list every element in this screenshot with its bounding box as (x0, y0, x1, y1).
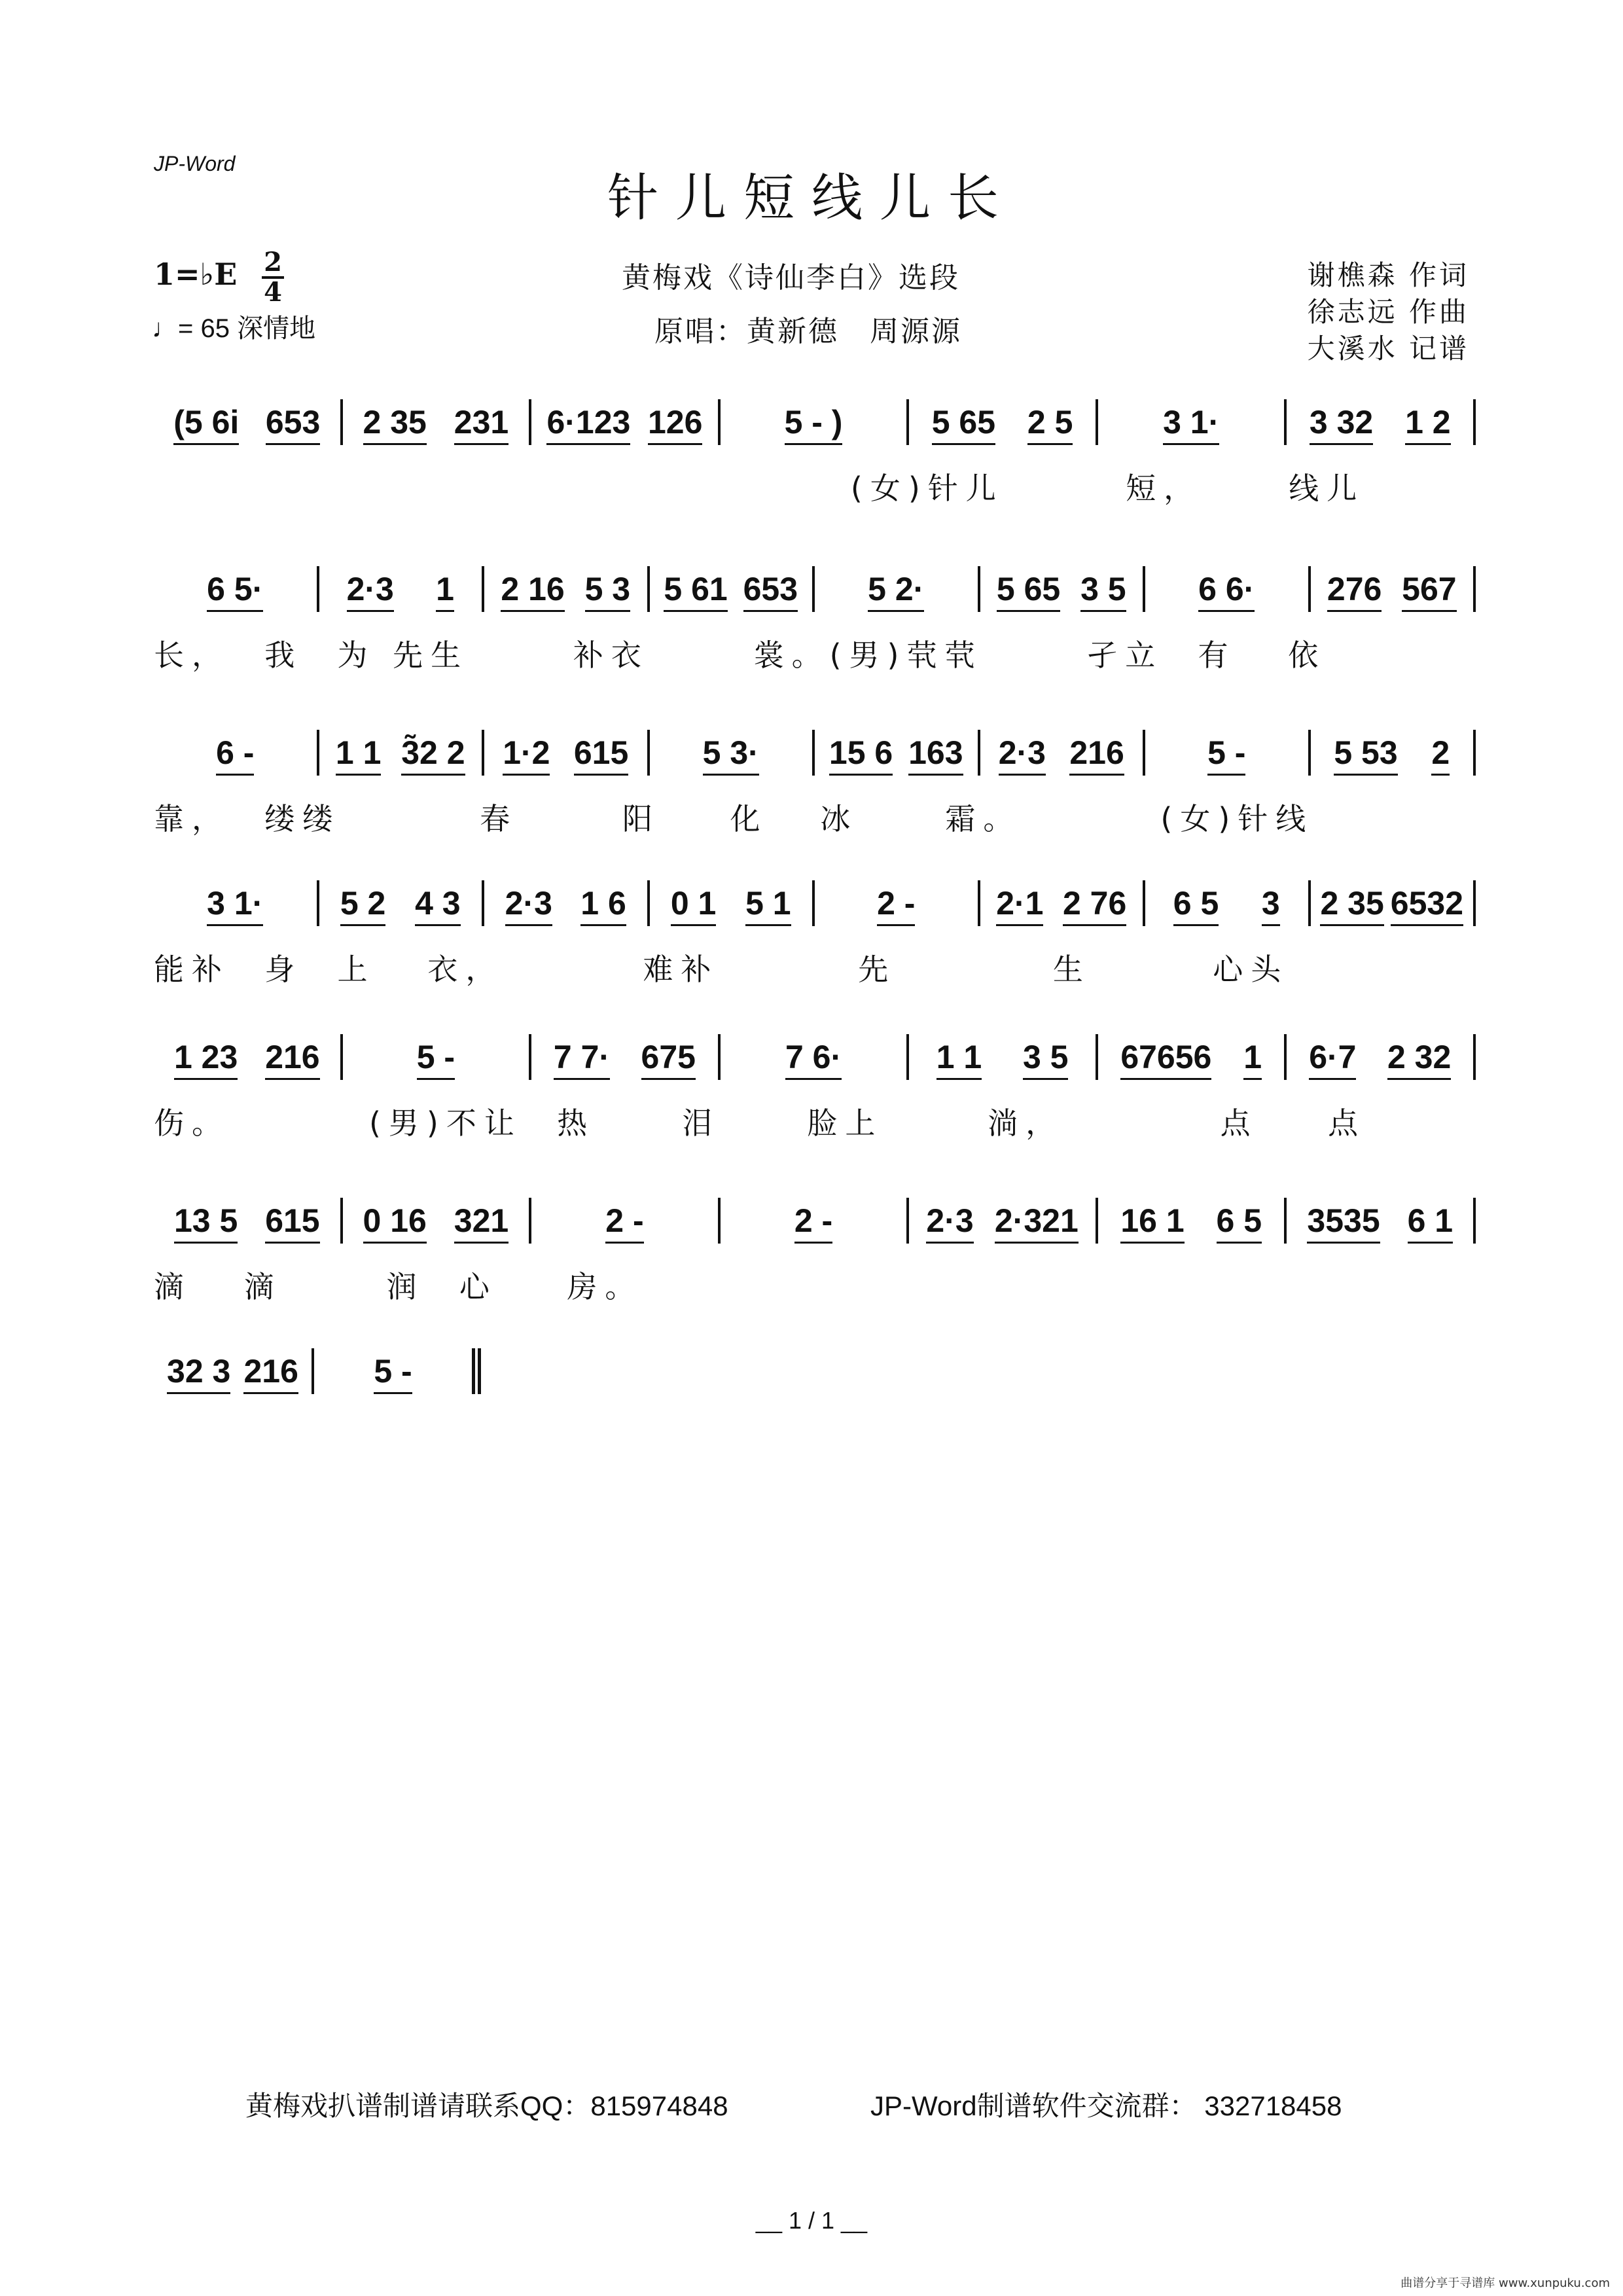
note-group: 2 - (605, 1202, 644, 1239)
measure (154, 730, 319, 776)
lyrics-line: 靠， 缕缕 春 阳 化 冰 霜。 (女)针线 (154, 801, 1314, 836)
measure (484, 730, 650, 776)
measure (343, 1198, 532, 1244)
note-group: 2 - (794, 1202, 833, 1239)
note-group: 216 (243, 1353, 298, 1390)
brand-label: JP-Word (154, 152, 236, 175)
note-group: 2·1 (996, 885, 1044, 922)
measure (721, 1034, 910, 1080)
note-group: 1 2 (1405, 404, 1451, 440)
note-group: 1 6 (580, 885, 626, 922)
measure (909, 399, 1098, 445)
measure (484, 566, 650, 612)
measure (1311, 566, 1476, 612)
measure (531, 1198, 721, 1244)
note-group: 675 (641, 1039, 696, 1075)
measure (1311, 880, 1476, 926)
credit-lyricist: 谢樵森 作词 (1307, 259, 1469, 291)
note-group: 16 1 (1120, 1202, 1185, 1239)
note-group: 1 (436, 571, 454, 607)
measure (909, 1034, 1098, 1080)
note-group: 3 (1261, 885, 1280, 922)
note-group: 321 (454, 1202, 509, 1239)
time-signature (262, 247, 284, 308)
note-group: 216 (265, 1039, 320, 1075)
original-singers: 原唱：黄新德 周源源 (654, 315, 962, 348)
measure (319, 880, 485, 926)
measure (815, 730, 980, 776)
measure (1287, 399, 1476, 445)
measure (154, 880, 319, 926)
note-group: 2 - (877, 885, 916, 922)
measure (980, 880, 1146, 926)
note-group: 163 (908, 734, 963, 771)
measure (319, 566, 485, 612)
measure (980, 566, 1146, 612)
measure (154, 1198, 343, 1244)
measure (1098, 1198, 1287, 1244)
note-group: 6·7 (1309, 1039, 1357, 1075)
note-group: 1·2 (503, 734, 550, 771)
credit-transcriber: 大溪水 记谱 (1307, 332, 1469, 365)
measure (154, 1348, 314, 1394)
note-group: 2 5 (1027, 404, 1073, 440)
note-group: 567 (1402, 571, 1457, 607)
note-group: 2·3 (346, 571, 394, 607)
measure (1145, 730, 1311, 776)
measure (650, 566, 815, 612)
measure (815, 880, 980, 926)
note-group: 15 6 (829, 734, 893, 771)
note-group: 6 6· (1198, 571, 1255, 607)
measure (1098, 399, 1287, 445)
lyrics-line: 长， 我 为 先生 补衣 裳。(男)茕茕 孑立 有 依 (154, 637, 1327, 673)
measure (1145, 880, 1311, 926)
time-signature-bottom: 4 (264, 277, 282, 308)
note-group: 2 (1431, 734, 1450, 771)
note-group: 615 (265, 1202, 320, 1239)
footer-group: JP-Word制谱软件交流群： 332718458 (870, 2090, 1342, 2121)
note-group: 5 - ) (784, 404, 843, 440)
note-group: 6 5 (1173, 885, 1219, 922)
measure (154, 1034, 343, 1080)
note-group: 6532 (1390, 885, 1464, 922)
tempo-marking: ♩= 65 深情地 (152, 314, 316, 343)
measure (650, 730, 815, 776)
note-group: 6 1 (1407, 1202, 1454, 1239)
note-group: 653 (743, 571, 798, 607)
measure (319, 730, 485, 776)
note-group: 2·3 (998, 734, 1046, 771)
page-title: 针儿短线儿长 (607, 169, 1016, 228)
note-group: 2 35 (363, 404, 427, 440)
note-group: 1 1 (335, 734, 382, 771)
watermark: 曲谱分享于寻谱库 www.xunpuku.com (1400, 2276, 1610, 2290)
note-group: 5 65 (996, 571, 1061, 607)
note-group: 1 1 (936, 1039, 982, 1075)
note-group: 5 2· (868, 571, 925, 607)
note-group: 3 5 (1080, 571, 1126, 607)
measure (909, 1198, 1098, 1244)
measure (650, 880, 815, 926)
note-group: 5 3· (702, 734, 759, 771)
measure (1311, 730, 1476, 776)
note-group: 3 1· (1163, 404, 1220, 440)
note-group: 2·3 (926, 1202, 974, 1239)
note-group: 2 32 (1387, 1039, 1452, 1075)
note-group: 3535 (1307, 1202, 1380, 1239)
measure (1145, 566, 1311, 612)
note-group: 5 65 (931, 404, 996, 440)
note-group: 5 61 (664, 571, 728, 607)
measure (721, 1198, 910, 1244)
page-number: __ 1 / 1 __ (755, 2207, 868, 2234)
note-group: 126 (647, 404, 703, 440)
note-group: 0 1 (670, 885, 717, 922)
note-group: (5 6i (173, 404, 240, 440)
measure (343, 399, 532, 445)
note-group: 13 5 (173, 1202, 238, 1239)
note-group: 1 (1243, 1039, 1262, 1075)
note-group: 4 3 (415, 885, 461, 922)
note-group: 2·321 (994, 1202, 1079, 1239)
note-group: 5 - (416, 1039, 455, 1075)
footer-contact: 黄梅戏扒谱制谱请联系QQ：815974848 (245, 2090, 728, 2121)
note-group: 7 6· (785, 1039, 842, 1075)
note-group: 216 (1069, 734, 1124, 771)
note-group: 2 16 (501, 571, 565, 607)
note-group: 615 (573, 734, 629, 771)
note-group: 3̃2 2 (401, 734, 465, 771)
note-group: 6 5 (1216, 1202, 1262, 1239)
note-group: 3 1· (207, 885, 264, 922)
subtitle: 黄梅戏《诗仙李白》选段 (622, 261, 960, 295)
measure (531, 1034, 721, 1080)
note-group: 6 5· (207, 571, 264, 607)
lyrics-line: 滴 滴 润 心 房。 (154, 1269, 643, 1304)
note-group: 653 (265, 404, 321, 440)
key-signature: 1=♭E (154, 257, 238, 292)
note-group: 5 3 (584, 571, 631, 607)
note-group: 3 32 (1309, 404, 1374, 440)
note-group: 3 5 (1022, 1039, 1069, 1075)
measure (314, 1348, 481, 1394)
note-group: 5 2 (340, 885, 386, 922)
note-group: 6 - (216, 734, 255, 771)
credit-composer: 徐志远 作曲 (1307, 296, 1469, 328)
note-group: 231 (454, 404, 509, 440)
time-signature-top: 2 (264, 247, 282, 278)
lyrics-line: 伤。 (男)不让 热 泪 脸上 淌， 点 点 (154, 1105, 1366, 1141)
note-group: 32 3 (167, 1353, 231, 1390)
note-group: 7 7· (553, 1039, 611, 1075)
note-group: 2 76 (1062, 885, 1127, 922)
note-group: 67656 (1120, 1039, 1212, 1075)
lyrics-line: 能补 身 上 衣， 难补 先 生 心头 (154, 952, 1289, 987)
note-group: 2 35 (1320, 885, 1384, 922)
lyrics-line: (女)针儿 短， 线儿 (154, 471, 1365, 506)
note-group: 2·3 (505, 885, 552, 922)
note-group: 6·123 (546, 404, 631, 440)
measure (154, 566, 319, 612)
measure (721, 399, 910, 445)
note-group: 1 23 (173, 1039, 238, 1075)
measure (343, 1034, 532, 1080)
measure (1287, 1198, 1476, 1244)
measure (1098, 1034, 1287, 1080)
note-group: 276 (1327, 571, 1382, 607)
measure (980, 730, 1146, 776)
measure (154, 399, 343, 445)
measure (1287, 1034, 1476, 1080)
measure (484, 880, 650, 926)
measure (815, 566, 980, 612)
note-group: 5 - (1207, 734, 1246, 771)
note-group: 5 - (374, 1353, 412, 1390)
note-group: 5 53 (1334, 734, 1398, 771)
measure (531, 399, 721, 445)
note-group: 5 1 (745, 885, 791, 922)
note-group: 0 16 (363, 1202, 427, 1239)
